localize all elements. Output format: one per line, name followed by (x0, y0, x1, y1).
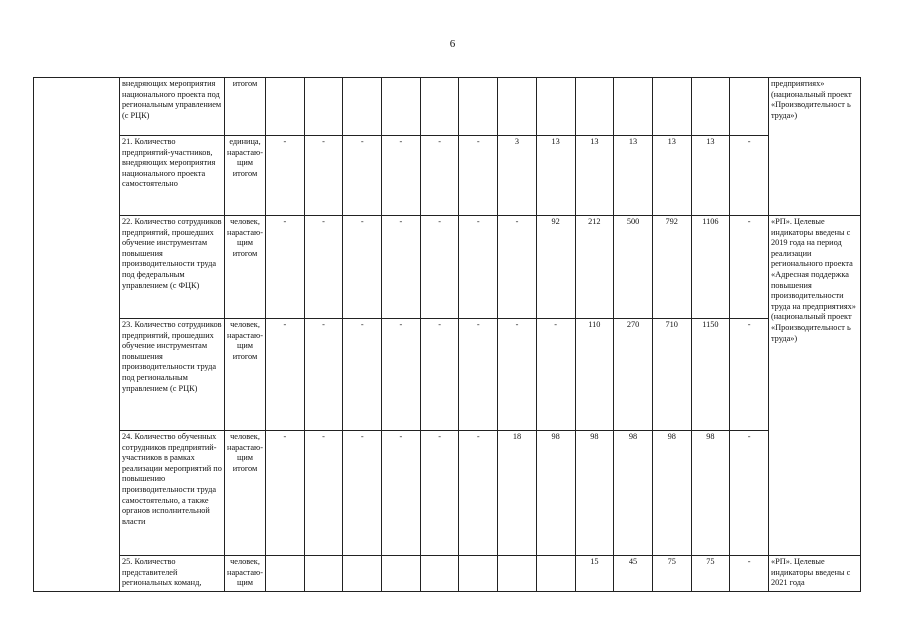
blank-cell (34, 78, 120, 592)
value-cell: - (459, 136, 498, 216)
note-cell: «РП». Целевые индикаторы введены с 2019 года на период реализации регионального проекта «Адресная поддержка повышения производительности труда на предприятиях» (национальный проект «Производительност ь труда») (768, 216, 860, 556)
value-cell: 1150 (691, 319, 730, 431)
value-cell (382, 78, 421, 136)
value-cell: 98 (652, 431, 691, 556)
value-cell: 13 (536, 136, 575, 216)
value-cell: 212 (575, 216, 614, 319)
value-cell: 98 (536, 431, 575, 556)
value-cell: - (266, 319, 305, 431)
value-cell (691, 78, 730, 136)
value-cell: 15 (575, 556, 614, 592)
value-cell: 710 (652, 319, 691, 431)
indicator-unit: человек, нарастаю-щим итогом (225, 431, 266, 556)
indicator-unit: итогом (225, 78, 266, 136)
value-cell: 792 (652, 216, 691, 319)
value-cell: - (730, 431, 769, 556)
value-cell: - (730, 136, 769, 216)
value-cell: 500 (614, 216, 653, 319)
value-cell (304, 556, 343, 592)
value-cell: - (266, 136, 305, 216)
value-cell: - (304, 431, 343, 556)
value-cell: - (498, 319, 537, 431)
page-number: 6 (449, 38, 456, 50)
value-cell: - (382, 319, 421, 431)
value-cell (536, 78, 575, 136)
value-cell (420, 78, 459, 136)
indicator-name: 24. Количество обученных сотрудников предприятий-участников в рамках реализации мероприятий по повышению производительности труда самостоятельно, а также органов исполнительной власти (120, 431, 225, 556)
value-cell (266, 78, 305, 136)
indicator-name: 25. Количество представителей региональных команд, (120, 556, 225, 592)
value-cell: - (382, 216, 421, 319)
indicator-name: 23. Количество сотрудников предприятий, прошедших обучение инструментам повышения производительности труда под региональным управлением (с РЦК) (120, 319, 225, 431)
value-cell: 92 (536, 216, 575, 319)
value-cell: - (420, 319, 459, 431)
value-cell: - (459, 216, 498, 319)
value-cell: - (266, 216, 305, 319)
value-cell: - (730, 319, 769, 431)
value-cell: - (343, 136, 382, 216)
value-cell: 3 (498, 136, 537, 216)
value-cell: - (304, 319, 343, 431)
note-cell: «РП». Целевые индикаторы введены с 2021 года (768, 556, 860, 592)
value-cell: 75 (691, 556, 730, 592)
value-cell: - (459, 319, 498, 431)
indicator-unit: человек, нарастаю-щим итогом (225, 216, 266, 319)
value-cell (420, 556, 459, 592)
value-cell: 75 (652, 556, 691, 592)
indicators-table (33, 77, 861, 592)
table-row (34, 556, 861, 592)
value-cell (536, 556, 575, 592)
table-row (34, 136, 861, 216)
value-cell: - (730, 556, 769, 592)
value-cell: - (730, 216, 769, 319)
value-cell (266, 556, 305, 592)
value-cell (304, 78, 343, 136)
value-cell: - (304, 136, 343, 216)
value-cell: - (343, 216, 382, 319)
value-cell: 110 (575, 319, 614, 431)
value-cell: - (343, 319, 382, 431)
indicator-name: 21. Количество предприятий-участников, внедряющих мероприятия национального проекта самостоятельно (120, 136, 225, 216)
value-cell: - (343, 431, 382, 556)
value-cell: - (536, 319, 575, 431)
value-cell: - (266, 431, 305, 556)
value-cell: - (420, 431, 459, 556)
value-cell: - (498, 216, 537, 319)
value-cell (652, 78, 691, 136)
table-row (34, 431, 861, 556)
indicator-name: 22. Количество сотрудников предприятий, прошедших обучение инструментам повышения производительности труда под федеральным управлением (с ФЦК) (120, 216, 225, 319)
value-cell (730, 78, 769, 136)
value-cell: 13 (691, 136, 730, 216)
value-cell: - (382, 431, 421, 556)
value-cell (498, 78, 537, 136)
value-cell: 13 (575, 136, 614, 216)
note-cell: предприятиях» (национальный проект «Производительност ь труда») (768, 78, 860, 216)
value-cell: 1106 (691, 216, 730, 319)
value-cell (575, 78, 614, 136)
value-cell: - (304, 216, 343, 319)
table-row (34, 319, 861, 431)
value-cell: 45 (614, 556, 653, 592)
value-cell: 18 (498, 431, 537, 556)
table-row (34, 216, 861, 319)
value-cell: 98 (614, 431, 653, 556)
value-cell: 13 (652, 136, 691, 216)
value-cell (459, 556, 498, 592)
value-cell: - (459, 431, 498, 556)
value-cell: - (420, 136, 459, 216)
value-cell (614, 78, 653, 136)
value-cell (343, 78, 382, 136)
indicator-unit: человек, нарастаю-щим итогом (225, 319, 266, 431)
value-cell: 270 (614, 319, 653, 431)
indicator-unit: человек, нарастаю-щим (225, 556, 266, 592)
value-cell (498, 556, 537, 592)
value-cell (459, 78, 498, 136)
value-cell: - (382, 136, 421, 216)
value-cell: 98 (691, 431, 730, 556)
table-row (34, 78, 861, 136)
value-cell: - (420, 216, 459, 319)
value-cell: 98 (575, 431, 614, 556)
value-cell: 13 (614, 136, 653, 216)
value-cell (382, 556, 421, 592)
value-cell (343, 556, 382, 592)
indicator-unit: единица, нарастаю-щим итогом (225, 136, 266, 216)
indicator-name: внедряющих мероприятия национального проекта под региональным управлением (с РЦК) (120, 78, 225, 136)
